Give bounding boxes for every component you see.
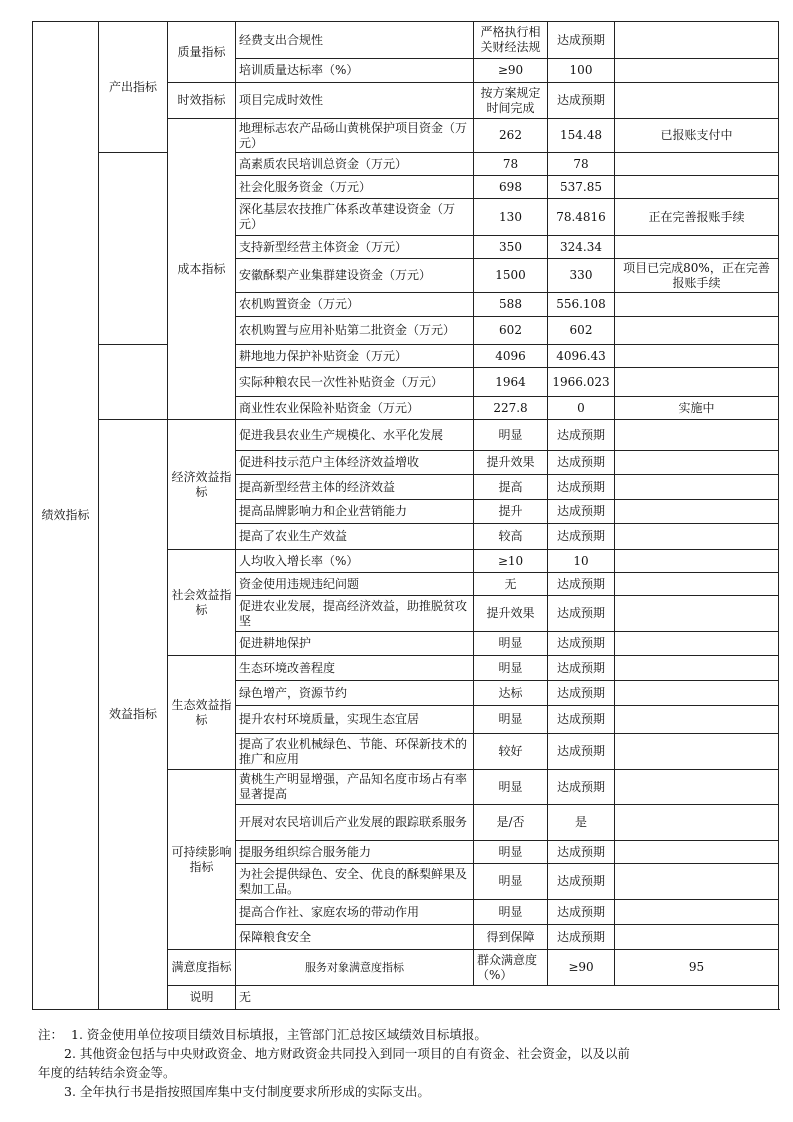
indicator-actual: 330 (548, 259, 615, 293)
indicator-name: 生态环境改善程度 (236, 656, 474, 681)
footnote-2-cont: 年度的结转结余资金等。 (38, 1065, 176, 1080)
indicator-remark (615, 83, 779, 119)
indicator-name: 人均收入增长率（%） (236, 550, 474, 573)
output-indicator-label-cont (99, 153, 168, 345)
indicator-name: 耕地地力保护补贴资金（万元） (236, 345, 474, 368)
indicator-actual: 556.108 (548, 293, 615, 317)
ecological-indicator-label: 生态效益指标 (168, 656, 236, 770)
indicator-remark (615, 293, 779, 317)
indicator-name: 资金使用违规违纪问题 (236, 573, 474, 596)
indicator-name: 提高合作社、家庭农场的带动作用 (236, 900, 474, 925)
social-indicator-label: 社会效益指标 (168, 550, 236, 656)
indicator-remark (615, 656, 779, 681)
indicator-target: 698 (474, 176, 548, 199)
indicator-target: 明显 (474, 632, 548, 656)
indicator-target: ≥10 (474, 550, 548, 573)
performance-table (32, 21, 779, 1010)
indicator-actual: 达成预期 (548, 681, 615, 706)
indicator-actual: 78 (548, 153, 615, 176)
footnotes (38, 1025, 783, 1101)
indicator-remark (615, 500, 779, 524)
timeliness-indicator-label: 时效指标 (168, 83, 236, 119)
footnote-3: 3. 全年执行书是指按照国库集中支付制度要求所形成的实际支出。 (64, 1084, 430, 1099)
indicator-name: 培训质量达标率（%） (236, 59, 474, 83)
indicator-actual: 达成预期 (548, 22, 615, 59)
indicator-remark (615, 368, 779, 397)
indicator-name: 提高品牌影响力和企业营销能力 (236, 500, 474, 524)
indicator-target: 350 (474, 236, 548, 259)
indicator-name: 支持新型经营主体资金（万元） (236, 236, 474, 259)
indicator-target: 130 (474, 199, 548, 236)
indicator-remark (615, 475, 779, 500)
indicator-name: 经费支出合规性 (236, 22, 474, 59)
indicator-name: 保障粮食安全 (236, 925, 474, 950)
indicator-target: 提升效果 (474, 451, 548, 475)
indicator-remark (615, 770, 779, 805)
indicator-target: 明显 (474, 900, 548, 925)
indicator-remark (615, 524, 779, 550)
indicator-target: 按方案规定时间完成 (474, 83, 548, 119)
indicator-name: 安徽酥梨产业集群建设资金（万元） (236, 259, 474, 293)
indicator-remark (615, 632, 779, 656)
indicator-actual: 602 (548, 317, 615, 345)
indicator-name: 提高了农业生产效益 (236, 524, 474, 550)
indicator-actual: 达成预期 (548, 841, 615, 864)
indicator-name: 农机购置资金（万元） (236, 293, 474, 317)
indicator-target: 明显 (474, 656, 548, 681)
indicator-remark (615, 573, 779, 596)
indicator-actual: 达成预期 (548, 734, 615, 770)
indicator-remark: 正在完善报账手续 (615, 199, 779, 236)
indicator-name: 提高了农业机械绿色、节能、环保新技术的推广和应用 (236, 734, 474, 770)
indicator-name: 促进科技示范户主体经济效益增收 (236, 451, 474, 475)
indicator-name: 提高新型经营主体的经济效益 (236, 475, 474, 500)
explanation-label: 说明 (168, 986, 236, 1010)
indicator-name: 地理标志农产品砀山黄桃保护项目资金（万元） (236, 119, 474, 153)
indicator-remark (615, 864, 779, 900)
indicator-target: 达标 (474, 681, 548, 706)
indicator-actual: 达成预期 (548, 632, 615, 656)
output-indicator-label-cont2 (99, 345, 168, 420)
indicator-name: 群众满意度（%） (474, 950, 548, 986)
indicator-target: ≥90 (548, 950, 615, 986)
indicator-name: 实际种粮农民一次性补贴资金（万元） (236, 368, 474, 397)
service-satisfaction-label: 服务对象满意度指标 (236, 950, 474, 986)
indicator-actual: 达成预期 (548, 420, 615, 451)
indicator-actual: 达成预期 (548, 770, 615, 805)
indicator-name: 社会化服务资金（万元） (236, 176, 474, 199)
economic-indicator-label: 经济效益指标 (168, 420, 236, 550)
indicator-remark (615, 925, 779, 950)
indicator-actual: 是 (548, 805, 615, 841)
indicator-target: ≥90 (474, 59, 548, 83)
indicator-name: 提服务组织综合服务能力 (236, 841, 474, 864)
indicator-target: 较好 (474, 734, 548, 770)
indicator-remark (615, 176, 779, 199)
indicator-target: 明显 (474, 706, 548, 734)
indicator-remark: 项目已完成80%，正在完善报账手续 (615, 259, 779, 293)
indicator-remark (615, 420, 779, 451)
indicator-name: 商业性农业保险补贴资金（万元） (236, 397, 474, 420)
indicator-actual: 达成预期 (548, 83, 615, 119)
indicator-actual: 达成预期 (548, 596, 615, 632)
indicator-target: 明显 (474, 420, 548, 451)
quality-indicator-label: 质量指标 (168, 22, 236, 83)
indicator-name: 开展对农民培训后产业发展的跟踪联系服务 (236, 805, 474, 841)
indicator-target: 588 (474, 293, 548, 317)
indicator-actual: 4096.43 (548, 345, 615, 368)
indicator-target: 1500 (474, 259, 548, 293)
indicator-name: 促进农业发展，提高经济效益，助推脱贫攻坚 (236, 596, 474, 632)
indicator-actual: 达成预期 (548, 706, 615, 734)
indicator-remark (615, 706, 779, 734)
indicator-actual: 达成预期 (548, 475, 615, 500)
indicator-remark (615, 345, 779, 368)
indicator-actual: 达成预期 (548, 864, 615, 900)
indicator-actual: 达成预期 (548, 925, 615, 950)
indicator-remark (615, 317, 779, 345)
indicator-name: 农机购置与应用补贴第二批资金（万元） (236, 317, 474, 345)
indicator-name: 绿色增产，资源节约 (236, 681, 474, 706)
indicator-actual: 1966.023 (548, 368, 615, 397)
indicator-remark: 已报账支付中 (615, 119, 779, 153)
indicator-actual: 0 (548, 397, 615, 420)
indicator-actual: 达成预期 (548, 900, 615, 925)
benefit-indicator-label: 效益指标 (99, 420, 168, 1010)
indicator-target: 提高 (474, 475, 548, 500)
output-indicator-label: 产出指标 (99, 22, 168, 153)
indicator-target: 得到保障 (474, 925, 548, 950)
indicator-target: 提升效果 (474, 596, 548, 632)
footnote-2: 2. 其他资金包括与中央财政资金、地方财政资金共同投入到同一项目的自有资金、社会资金，以及以前 (64, 1046, 630, 1061)
level1-label: 绩效指标 (33, 22, 99, 1010)
indicator-remark (615, 550, 779, 573)
indicator-target: 78 (474, 153, 548, 176)
indicator-remark (615, 841, 779, 864)
indicator-name: 高素质农民培训总资金（万元） (236, 153, 474, 176)
indicator-target: 明显 (474, 864, 548, 900)
indicator-remark (615, 900, 779, 925)
indicator-target: 明显 (474, 770, 548, 805)
footnote-1: 注： 1. 资金使用单位按项目绩效目标填报，主管部门汇总按区域绩效目标填报。 (38, 1027, 487, 1042)
indicator-actual: 达成预期 (548, 500, 615, 524)
indicator-actual: 537.85 (548, 176, 615, 199)
indicator-target: 是/否 (474, 805, 548, 841)
indicator-target: 262 (474, 119, 548, 153)
indicator-target: 较高 (474, 524, 548, 550)
indicator-name: 促进耕地保护 (236, 632, 474, 656)
indicator-remark (615, 22, 779, 59)
indicator-remark: 实施中 (615, 397, 779, 420)
indicator-name: 项目完成时效性 (236, 83, 474, 119)
indicator-actual: 324.34 (548, 236, 615, 259)
indicator-remark (615, 153, 779, 176)
indicator-actual: 达成预期 (548, 451, 615, 475)
indicator-remark (615, 734, 779, 770)
indicator-target: 227.8 (474, 397, 548, 420)
indicator-actual: 达成预期 (548, 656, 615, 681)
indicator-actual: 达成预期 (548, 524, 615, 550)
indicator-remark (615, 451, 779, 475)
satisfaction-indicator-label: 满意度指标 (168, 950, 236, 986)
sustainable-indicator-label: 可持续影响指标 (168, 770, 236, 950)
indicator-actual: 95 (615, 950, 779, 986)
indicator-target: 提升 (474, 500, 548, 524)
indicator-name: 促进我县农业生产规模化、水平化发展 (236, 420, 474, 451)
indicator-remark (615, 59, 779, 83)
indicator-actual: 达成预期 (548, 573, 615, 596)
indicator-target: 无 (474, 573, 548, 596)
explanation-value: 无 (236, 986, 779, 1010)
indicator-actual: 78.4816 (548, 199, 615, 236)
indicator-name: 黄桃生产明显增强，产品知名度市场占有率显著提高 (236, 770, 474, 805)
indicator-name: 为社会提供绿色、安全、优良的酥梨鲜果及梨加工品。 (236, 864, 474, 900)
indicator-name: 提升农村环境质量，实现生态宜居 (236, 706, 474, 734)
footnote-prefix: 注： (38, 1027, 64, 1042)
indicator-remark (615, 596, 779, 632)
cost-indicator-label: 成本指标 (168, 119, 236, 420)
indicator-target: 明显 (474, 841, 548, 864)
indicator-remark (615, 805, 779, 841)
indicator-actual: 154.48 (548, 119, 615, 153)
indicator-target: 严格执行相关财经法规 (474, 22, 548, 59)
indicator-target: 1964 (474, 368, 548, 397)
indicator-remark (615, 681, 779, 706)
indicator-actual: 10 (548, 550, 615, 573)
indicator-actual: 100 (548, 59, 615, 83)
indicator-name: 深化基层农技推广体系改革建设资金（万元） (236, 199, 474, 236)
indicator-target: 602 (474, 317, 548, 345)
indicator-target: 4096 (474, 345, 548, 368)
indicator-remark (615, 236, 779, 259)
